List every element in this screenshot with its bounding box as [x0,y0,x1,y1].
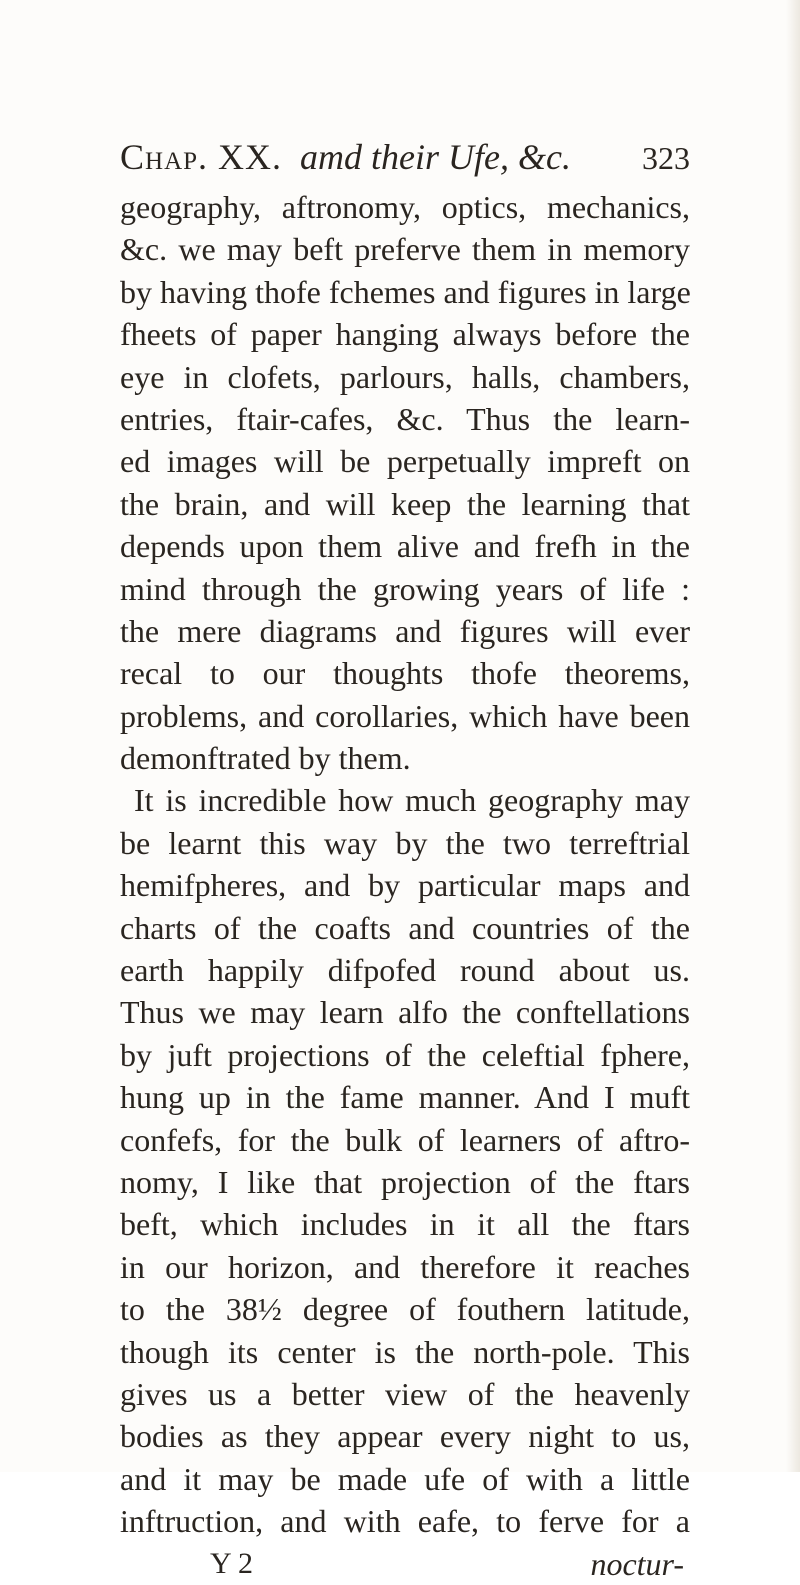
text-line: entries, ftair-cafes, &c. Thus the learn- [120,400,690,437]
text-line: earth happily difpofed round about us. [120,952,690,989]
text-line: hemifpheres, and by particular maps and [120,867,690,904]
catchword: noctur- [590,1545,684,1582]
text-line: be learnt this way by the two terreftrial [120,824,690,861]
text-line: eye in clofets, parlours, halls, chambers, [120,358,690,395]
text-line: depends upon them alive and frefh in the [120,528,690,565]
text-line: by having thofe fchemes and figures in large [120,273,691,310]
text-line: fheets of paper hanging always before the [120,316,690,353]
signature-line [120,1543,690,1585]
text-line: hung up in the fame manner. And I muft [120,1079,690,1116]
text-line: problems, and corollaries, which have been [120,697,690,734]
text-line: confefs, for the bulk of learners of aftro- [120,1121,690,1158]
text-line: geography, aftronomy, optics, mechanics, [120,189,690,225]
text-line: Thus we may learn alfo the conftellations [120,994,690,1031]
text-line: recal to our thoughts thofe theorems, [120,655,690,692]
text-line: the mere diagrams and figures will ever [120,612,690,649]
text-line: &c. we may beft preferve them in memory [120,231,690,268]
text-line: in our horizon, and therefore it reaches [120,1248,690,1285]
text-line: It is incredible how much geography may [134,782,690,819]
running-chapter: Chap. XX. [120,137,283,177]
text-line: though its center is the north-pole. This [120,1333,690,1370]
text-line: gives us a better view of the heavenly [120,1375,690,1412]
text-line: the brain, and will keep the learning that [120,485,690,522]
page-number: 323 [642,140,690,176]
text-line: bodies as they appear every night to us, [120,1418,690,1455]
signature-mark: Y 2 [210,1546,254,1580]
page-binding-shadow [786,0,800,1472]
text-line: nomy, I like that projection of the ftars [120,1163,690,1200]
text-line: to the 38½ degree of fouthern latitude, [120,1291,690,1328]
running-title: amd their Ufe, &c. [300,137,571,177]
text-line: inftruction, and with eafe, to ferve for a [120,1503,690,1540]
text-line: demonftrated by them. [120,740,411,777]
text-line: charts of the coafts and countries of the [120,909,690,946]
text-line: ed images will be perpetually impreft on [120,443,690,480]
text-block [120,186,690,1585]
text-line: beft, which includes in it all the ftars [120,1206,690,1243]
text-line: mind through the growing years of life : [120,570,690,607]
text-line: by juft projections of the celeftial fphere, [120,1036,690,1073]
text-line: and it may be made ufe of with a little [120,1460,690,1497]
running-header [120,136,690,184]
